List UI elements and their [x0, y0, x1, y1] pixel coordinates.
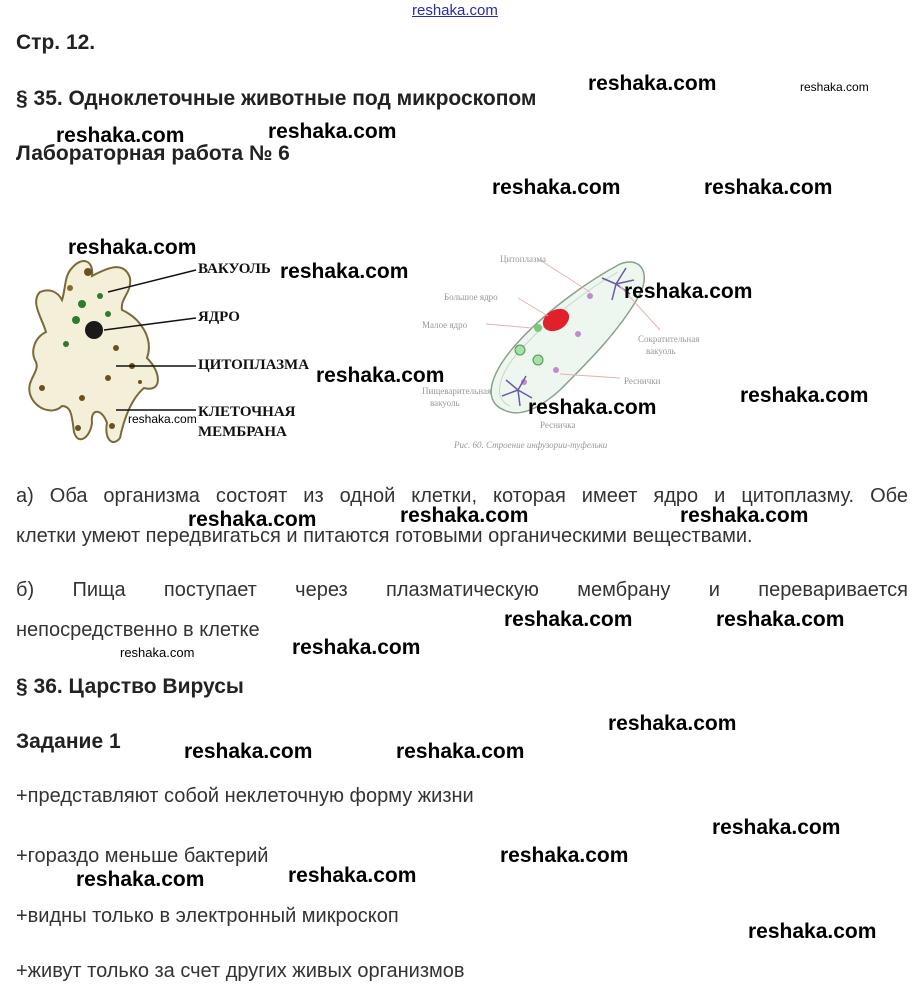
- watermark-small: reshaka.com: [128, 412, 197, 426]
- list-item: +живут только за счет других живых организмов: [16, 960, 465, 982]
- amoeba-label-nucleus: ЯДРО: [198, 309, 240, 325]
- paramecium-caption: Рис. 60. Строение инфузории-туфельки: [454, 440, 608, 450]
- watermark: reshaka.com: [76, 868, 205, 891]
- watermark: reshaka.com: [500, 844, 629, 867]
- lab-work-title: Лабораторная работа № 6: [16, 142, 290, 165]
- list-item: +видны только в электронный микроскоп: [16, 905, 399, 927]
- watermark-small: reshaka.com: [120, 645, 195, 660]
- list-item: +представляют собой неклеточную форму жизни: [16, 785, 474, 807]
- watermark: reshaka.com: [56, 124, 185, 147]
- watermark: reshaka.com: [740, 384, 869, 407]
- watermark: reshaka.com: [624, 280, 753, 303]
- section-36-title: § 36. Царство Вирусы: [16, 675, 244, 698]
- watermark: reshaka.com: [280, 260, 409, 283]
- paramecium-label-digestive-2: вакуоль: [430, 398, 460, 408]
- watermark: reshaka.com: [712, 816, 841, 839]
- answer-b-line-2: непосредственно в клетке: [16, 619, 260, 641]
- watermark: reshaka.com: [68, 236, 197, 259]
- section-35-title: § 35. Одноклеточные животные под микроскопом: [16, 87, 537, 110]
- watermark: reshaka.com: [400, 504, 529, 527]
- amoeba-label-cytoplasm: ЦИТОПЛАЗМА: [198, 357, 310, 373]
- paramecium-label-contractile-1: Сократительная: [638, 334, 700, 344]
- watermark: reshaka.com: [588, 72, 717, 95]
- paramecium-label-digestive-1: Пищеварительная: [422, 386, 492, 396]
- answer-b-line-1: б) Пища поступает через плазматическую мембрану и переваривается: [16, 579, 908, 601]
- watermark: reshaka.com: [716, 608, 845, 631]
- paramecium-label-mouth: Ресничка: [540, 420, 576, 430]
- watermark: reshaka.com: [680, 504, 809, 527]
- watermark: reshaka.com: [292, 636, 421, 659]
- answer-a-line-1: а) Оба организма состоят из одной клетки, которая имеет ядро и цитоплазму. Обе: [16, 485, 908, 507]
- watermark-small: reshaka.com: [800, 80, 869, 94]
- watermark: reshaka.com: [608, 712, 737, 735]
- watermark: reshaka.com: [184, 740, 313, 763]
- amoeba-label-vacuole: ВАКУОЛЬ: [198, 261, 271, 277]
- paramecium-label-contractile-2: вакуоль: [646, 346, 676, 356]
- watermark: reshaka.com: [188, 508, 317, 531]
- watermark: reshaka.com: [528, 396, 657, 419]
- watermark: reshaka.com: [704, 176, 833, 199]
- watermark: reshaka.com: [504, 608, 633, 631]
- watermark: reshaka.com: [268, 120, 397, 143]
- watermark: reshaka.com: [396, 740, 525, 763]
- watermark: reshaka.com: [748, 920, 877, 943]
- list-item: +гораздо меньше бактерий: [16, 845, 269, 867]
- paramecium-label-cilia: Реснички: [624, 376, 661, 386]
- answer-a-line-2: клетки умеют передвигаться и питаются готовыми органическими веществами.: [16, 525, 753, 547]
- paramecium-label-macronucleus: Большое ядро: [444, 292, 498, 302]
- watermark: reshaka.com: [316, 364, 445, 387]
- task-1-title: Задание 1: [16, 730, 121, 753]
- watermark: reshaka.com: [492, 176, 621, 199]
- paramecium-label-cytoplasm: Цитоплазма: [500, 254, 546, 264]
- header-site-link[interactable]: reshaka.com: [412, 2, 498, 19]
- amoeba-label-membrane-1: КЛЕТОЧНАЯ: [198, 404, 296, 420]
- paramecium-label-micronucleus: Малое ядро: [422, 320, 468, 330]
- amoeba-label-membrane-2: МЕМБРАНА: [198, 424, 287, 440]
- watermark: reshaka.com: [288, 864, 417, 887]
- page-reference: Стр. 12.: [16, 31, 96, 54]
